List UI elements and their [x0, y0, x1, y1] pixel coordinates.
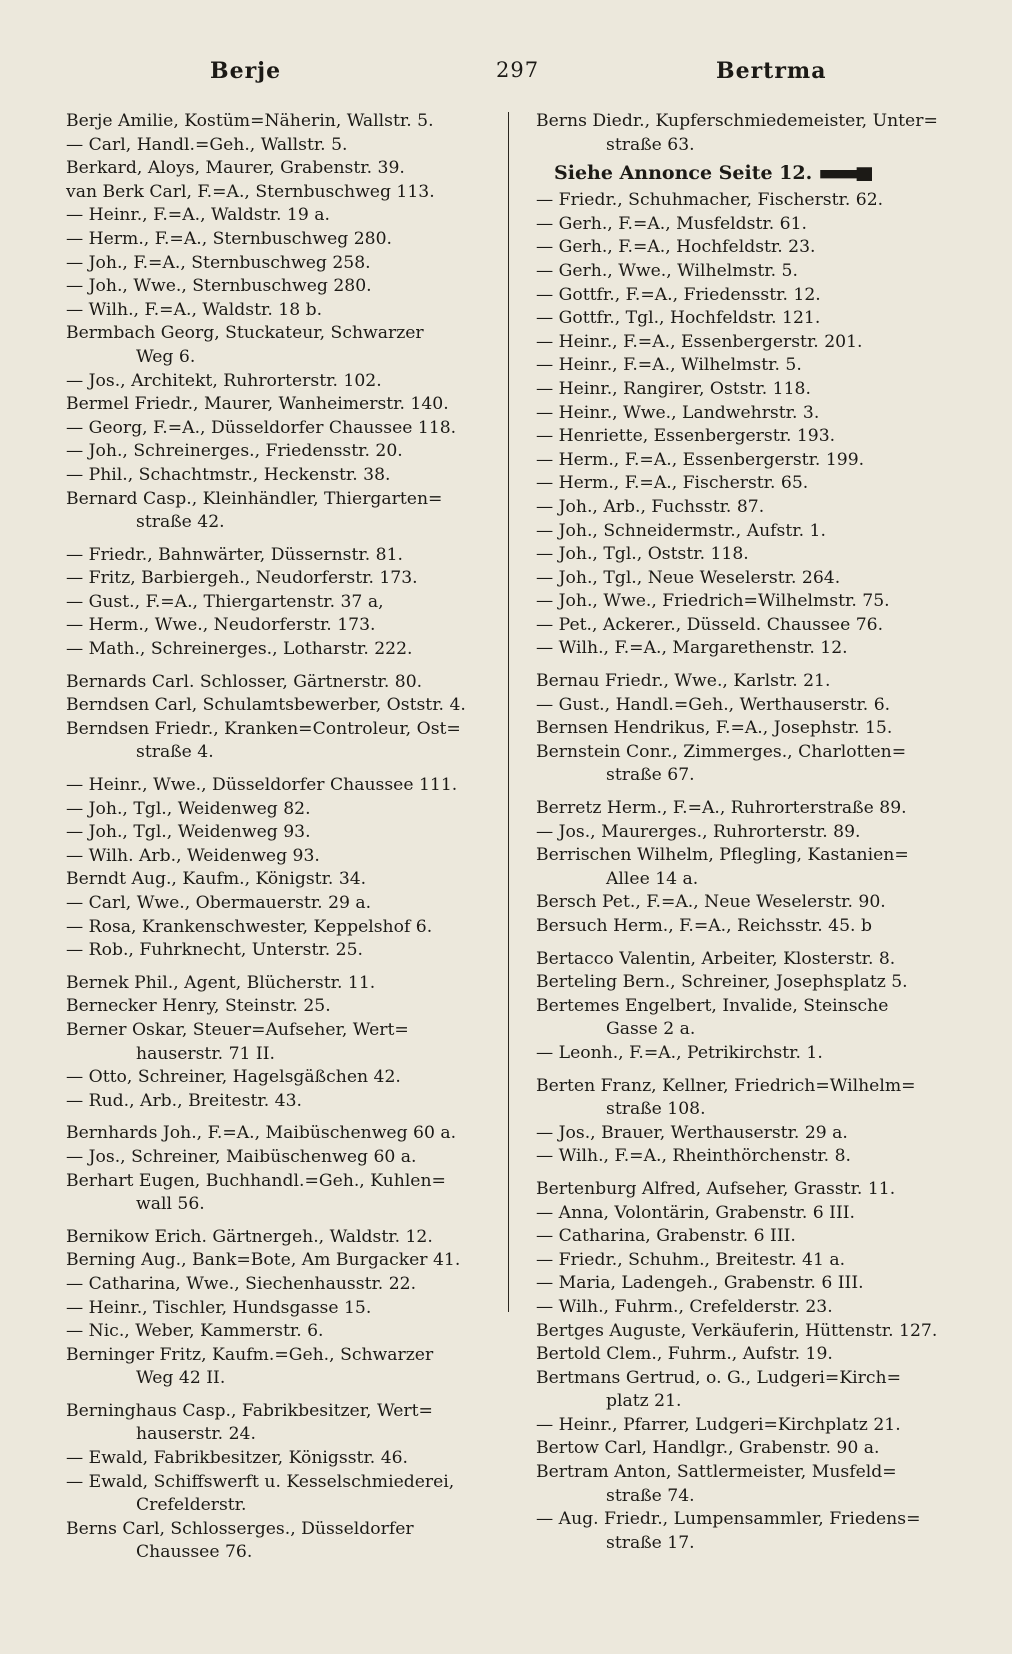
directory-entry: Berns Carl, Schlosserges., Düsseldorfer [66, 1518, 414, 1539]
directory-entry: Weg 42 II. [136, 1368, 226, 1389]
directory-entry: Berninghaus Casp., Fabrikbesitzer, Wert= [66, 1400, 433, 1421]
directory-entry: — Ewald, Fabrikbesitzer, Königsstr. 46. [66, 1448, 409, 1469]
directory-entry: — Heinr., F.=A., Wilhelmstr. 5. [536, 355, 802, 376]
directory-entry: Bernsen Hendrikus, F.=A., Josephstr. 15. [536, 718, 893, 739]
directory-entry: Berhart Eugen, Buchhandl.=Geh., Kuhlen= [66, 1170, 446, 1191]
directory-entry: — Anna, Volontärin, Grabenstr. 6 III. [536, 1202, 855, 1223]
directory-entry: — Carl, Handl.=Geh., Wallstr. 5. [66, 134, 348, 155]
directory-entry: straße 63. [606, 134, 695, 155]
directory-entry: straße 67. [606, 765, 695, 786]
directory-entry: straße 17. [606, 1532, 695, 1553]
directory-entry: Berndsen Carl, Schulamtsbewerber, Oststr. 4. [66, 695, 466, 716]
directory-entry: — Ewald, Schiffswerft u. Kesselschmiederei, [66, 1471, 455, 1492]
directory-entry: — Gottfr., F.=A., Friedensstr. 12. [536, 284, 821, 305]
directory-entry: — Maria, Ladengeh., Grabenstr. 6 III. [536, 1273, 864, 1294]
directory-entry: — Rud., Arb., Breitestr. 43. [66, 1090, 302, 1111]
directory-entry: — Joh., Tgl., Weidenweg 82. [66, 798, 311, 819]
directory-entry: Crefelderstr. [136, 1495, 247, 1516]
directory-entry: Gasse 2 a. [606, 1019, 696, 1040]
directory-entry: Berkard, Aloys, Maurer, Grabenstr. 39. [66, 158, 405, 179]
directory-entry: — Heinr., Rangirer, Oststr. 118. [536, 378, 811, 399]
directory-entry: — Catharina, Wwe., Siechenhausstr. 22. [66, 1273, 417, 1294]
directory-entry: — Rob., Fuhrknecht, Unterstr. 25. [66, 940, 363, 961]
directory-entry: — Gerh., F.=A., Hochfeldstr. 23. [536, 237, 816, 258]
directory-entry: van Berk Carl, F.=A., Sternbuschweg 113. [66, 181, 435, 202]
directory-entry: — Aug. Friedr., Lumpensammler, Friedens= [536, 1509, 921, 1530]
right-column [536, 110, 968, 1555]
directory-entry: — Leonh., F.=A., Petrikirchstr. 1. [536, 1042, 823, 1063]
directory-entry: Bermbach Georg, Stuckateur, Schwarzer [66, 323, 424, 344]
directory-entry: — Joh., Schreinerges., Friedensstr. 20. [66, 441, 403, 462]
directory-entry: Berje Amilie, Kostüm=Näherin, Wallstr. 5. [66, 111, 434, 131]
directory-entry: — Wilh., Fuhrm., Crefelderstr. 23. [536, 1296, 833, 1317]
directory-entry: — Jos., Brauer, Werthauserstr. 29 a. [536, 1122, 848, 1143]
directory-entry: Bersuch Herm., F.=A., Reichsstr. 45. b [536, 916, 872, 936]
directory-entry: platz 21. [606, 1391, 682, 1412]
header-right-keyword: Bertrma [716, 58, 827, 84]
directory-entry: — Gust., F.=A., Thiergartenstr. 37 a, [66, 591, 384, 612]
directory-entry: Bertold Clem., Fuhrm., Aufstr. 19. [536, 1344, 833, 1365]
directory-entry: — Herm., Wwe., Neudorferstr. 173. [66, 615, 376, 636]
pointing-hand-icon [820, 167, 872, 181]
directory-entry: — Gottfr., Tgl., Hochfeldstr. 121. [536, 308, 821, 329]
directory-entry: — Jos., Schreiner, Maibüschenweg 60 a. [66, 1146, 417, 1167]
directory-entry: Bertow Carl, Handlgr., Grabenstr. 90 a. [536, 1438, 880, 1459]
left-column [66, 110, 496, 1565]
directory-entry: Berrischen Wilhelm, Pflegling, Kastanien= [536, 845, 909, 866]
directory-entry: — Wilh. Arb., Weidenweg 93. [66, 845, 320, 866]
directory-entry: — Friedr., Bahnwärter, Düssernstr. 81. [66, 544, 403, 565]
directory-entry: — Rosa, Krankenschwester, Keppelshof 6. [66, 916, 433, 937]
directory-entry: — Herm., F.=A., Fischerstr. 65. [536, 473, 809, 494]
directory-entry: Berninger Fritz, Kaufm.=Geh., Schwarzer [66, 1344, 434, 1365]
directory-entry: — Friedr., Schuhmacher, Fischerstr. 62. [536, 190, 884, 211]
directory-entry: — Heinr., Wwe., Landwehrstr. 3. [536, 402, 820, 423]
directory-entry: Weg 6. [136, 346, 196, 367]
directory-entry: — Joh., Tgl., Neue Weselerstr. 264. [536, 567, 841, 588]
directory-entry: — Catharina, Grabenstr. 6 III. [536, 1226, 796, 1247]
directory-entry: — Joh., Wwe., Sternbuschweg 280. [66, 276, 372, 297]
directory-entry: Bertmans Gertrud, o. G., Ludgeri=Kirch= [536, 1367, 901, 1388]
directory-entry: — Herm., F.=A., Essenbergerstr. 199. [536, 449, 865, 470]
directory-entry: — Joh., Tgl., Oststr. 118. [536, 544, 749, 565]
directory-entry: Bernikow Erich. Gärtnergeh., Waldstr. 12. [66, 1226, 433, 1247]
directory-entry: Bernau Friedr., Wwe., Karlstr. 21. [536, 671, 831, 692]
directory-entry: — Gust., Handl.=Geh., Werthauserstr. 6. [536, 694, 891, 715]
directory-entry: straße 74. [606, 1485, 695, 1506]
right-column-entries [536, 189, 968, 1555]
directory-entry: Bertges Auguste, Verkäuferin, Hüttenstr. 127. [536, 1320, 938, 1341]
directory-entry: — Math., Schreinerges., Lotharstr. 222. [66, 639, 413, 660]
directory-entry: — Heinr., F.=A., Waldstr. 19 a. [66, 205, 330, 226]
directory-entry: — Otto, Schreiner, Hagelsgäßchen 42. [66, 1067, 401, 1088]
directory-entry: Bernecker Henry, Steinstr. 25. [66, 996, 331, 1017]
directory-entry: Bertenburg Alfred, Aufseher, Grasstr. 11. [536, 1178, 896, 1199]
annonce-notice [536, 157, 968, 189]
directory-entry: Bernard Casp., Kleinhändler, Thiergarten= [66, 488, 443, 509]
directory-entry: hauserstr. 71 II. [136, 1043, 275, 1064]
directory-entry: Chaussee 76. [136, 1542, 253, 1563]
directory-entry: — Wilh., F.=A., Rheinthörchenstr. 8. [536, 1146, 851, 1167]
directory-entry: Berndsen Friedr., Kranken=Controleur, Ost= [66, 718, 461, 739]
directory-entry: — Fritz, Barbiergeh., Neudorferstr. 173. [66, 568, 418, 589]
directory-entry: — Nic., Weber, Kammerstr. 6. [66, 1321, 324, 1342]
directory-entry: — Jos., Architekt, Ruhrorterstr. 102. [66, 370, 382, 391]
directory-entry: — Friedr., Schuhm., Breitestr. 41 a. [536, 1249, 846, 1270]
directory-entry: — Heinr., Tischler, Hundsgasse 15. [66, 1297, 372, 1318]
directory-entry: Bertram Anton, Sattlermeister, Musfeld= [536, 1462, 897, 1483]
right-column-top [536, 110, 968, 157]
directory-entry: straße 4. [136, 742, 214, 763]
directory-entry: — Wilh., F.=A., Waldstr. 18 b. [66, 299, 323, 320]
directory-entry: — Gerh., F.=A., Musfeldstr. 61. [536, 213, 807, 234]
directory-entry: — Joh., Wwe., Friedrich=Wilhelmstr. 75. [536, 591, 890, 612]
directory-entry: straße 108. [606, 1099, 706, 1120]
directory-entry: wall 56. [136, 1194, 205, 1215]
directory-entry: — Phil., Schachtmstr., Heckenstr. 38. [66, 464, 391, 485]
directory-entry: Berteling Bern., Schreiner, Josephsplatz 5. [536, 972, 908, 993]
directory-entry: — Joh., Arb., Fuchsstr. 87. [536, 496, 765, 517]
directory-entry: Berten Franz, Kellner, Friedrich=Wilhelm= [536, 1075, 916, 1096]
directory-entry: — Joh., F.=A., Sternbuschweg 258. [66, 252, 371, 273]
annonce-text: Siehe Annonce Seite 12. [554, 162, 813, 185]
directory-entry: Bertacco Valentin, Arbeiter, Klosterstr. 8. [536, 948, 896, 969]
directory-entry: Berns Diedr., Kupferschmiedemeister, Unter= [536, 111, 938, 131]
directory-entry: Berretz Herm., F.=A., Ruhrorterstraße 89. [536, 798, 907, 819]
directory-entry: — Georg, F.=A., Düsseldorfer Chaussee 118. [66, 417, 457, 438]
directory-entry: — Heinr., F.=A., Essenbergerstr. 201. [536, 331, 863, 352]
directory-entry: — Pet., Ackerer., Düsseld. Chaussee 76. [536, 614, 884, 635]
directory-entry: — Heinr., Pfarrer, Ludgeri=Kirchplatz 21. [536, 1414, 901, 1435]
directory-entry: hauserstr. 24. [136, 1424, 256, 1445]
directory-entry: Bertemes Engelbert, Invalide, Steinsche [536, 995, 889, 1016]
directory-entry: — Joh., Schneidermstr., Aufstr. 1. [536, 520, 826, 541]
directory-entry: Berning Aug., Bank=Bote, Am Burgacker 41. [66, 1250, 461, 1271]
directory-entry: Bermel Friedr., Maurer, Wanheimerstr. 140. [66, 394, 449, 415]
directory-entry: Bernards Carl. Schlosser, Gärtnerstr. 80. [66, 671, 423, 692]
header-left-keyword: Berje [210, 58, 282, 84]
directory-entry: Bersch Pet., F.=A., Neue Weselerstr. 90. [536, 892, 886, 913]
directory-entry: Bernek Phil., Agent, Blücherstr. 11. [66, 972, 376, 993]
directory-entry: — Henriette, Essenbergerstr. 193. [536, 426, 836, 447]
directory-entry: Allee 14 a. [606, 868, 699, 889]
directory-entry: Berndt Aug., Kaufm., Königstr. 34. [66, 869, 367, 890]
directory-entry: — Herm., F.=A., Sternbuschweg 280. [66, 228, 392, 249]
column-divider [508, 112, 509, 1312]
directory-entry: — Wilh., F.=A., Margarethenstr. 12. [536, 638, 848, 659]
directory-entry: Bernhards Joh., F.=A., Maibüschenweg 60 a. [66, 1123, 457, 1144]
page-number: 297 [496, 58, 540, 82]
directory-entry: — Gerh., Wwe., Wilhelmstr. 5. [536, 260, 798, 281]
directory-entry: — Carl, Wwe., Obermauerstr. 29 a. [66, 893, 372, 913]
directory-entry: straße 42. [136, 512, 225, 533]
directory-entry: Berner Oskar, Steuer=Aufseher, Wert= [66, 1019, 409, 1040]
directory-entry: — Joh., Tgl., Weidenweg 93. [66, 822, 311, 843]
directory-entry: Bernstein Conr., Zimmerges., Charlotten= [536, 741, 907, 762]
directory-entry: — Jos., Maurerges., Ruhrorterstr. 89. [536, 821, 861, 842]
directory-entry: — Heinr., Wwe., Düsseldorfer Chaussee 111. [66, 775, 458, 796]
